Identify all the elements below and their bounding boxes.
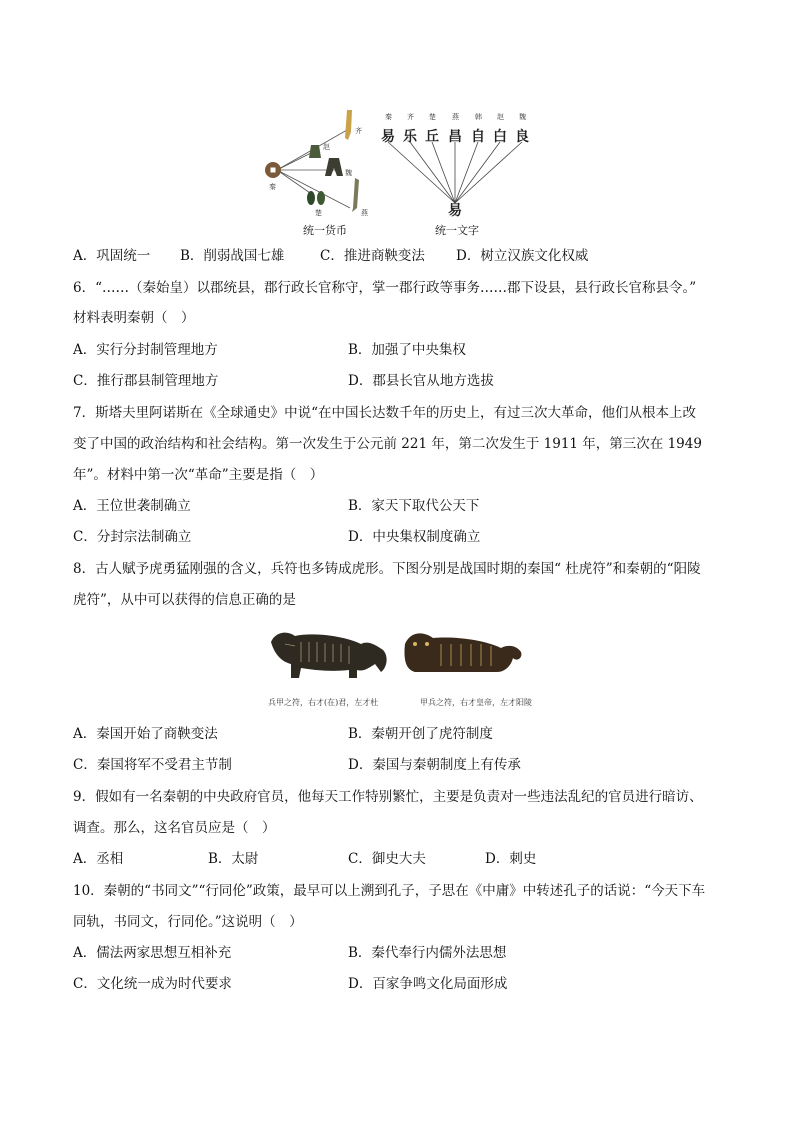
knife-coin-icon (345, 110, 352, 140)
q7-option-d[interactable]: D．中央集权制度确立 (348, 529, 481, 545)
state-label-chu: 楚 (315, 209, 322, 217)
q10-stem-line2: 同轨，书同文，行同伦。”这说明（ ） (73, 914, 303, 930)
state-label-yan: 燕 (361, 209, 368, 217)
yangling-tiger-tally-icon (404, 633, 521, 672)
q7-stem-line2: 变了中国的政治结构和社会结构。第一次发生于公元前 221 年，第二次发生于 1911 年，第三次在 1949 (73, 436, 702, 452)
q6-option-d[interactable]: D．郡县长官从地方选拔 (348, 373, 494, 389)
q6-option-a[interactable]: A．实行分封制管理地方 (73, 342, 218, 358)
q9-stem-line2: 调查。那么，这名官员应是（ ） (73, 820, 276, 836)
q10-option-c[interactable]: C．文化统一成为时代要求 (73, 976, 232, 992)
q9-stem-line1: 9．假如有一名秦朝的中央政府官员，他每天工作特别繁忙，主要是负责对一些违法乱纪的官员进行暗访、 (73, 789, 703, 805)
q8-option-c[interactable]: C．秦国将军不受君主节制 (73, 757, 232, 773)
state-label-wei: 魏 (345, 169, 352, 177)
script-state-3: 燕 (452, 113, 459, 121)
script-state-2: 楚 (429, 113, 436, 121)
q6-stem-line2: 材料表明秦朝（ ） (73, 310, 195, 326)
script-state-1: 齐 (407, 113, 414, 121)
script-glyph-0: 易 (381, 129, 395, 145)
currency-diagram (255, 100, 385, 225)
du-tiger-tally-icon (271, 633, 387, 678)
q8-stem-line2: 虎符”，从中可以获得的信息正确的是 (73, 592, 296, 608)
script-glyph-6: 良 (515, 129, 529, 145)
spade-coin-icon (309, 145, 321, 158)
q8-option-d[interactable]: D．秦国与秦朝制度上有传承 (348, 757, 521, 773)
q6-option-b[interactable]: B．加强了中央集权 (348, 342, 466, 358)
q6-option-c[interactable]: C．推行郡县制管理地方 (73, 373, 219, 389)
state-label-qi: 齐 (355, 127, 362, 135)
q9-option-a[interactable]: A．丞相 (73, 851, 124, 867)
script-glyph-4: 自 (471, 129, 485, 145)
currency-caption: 统一货币 (303, 224, 347, 237)
q5-option-c[interactable]: C．推进商鞅变法 (320, 248, 425, 264)
q5-option-d[interactable]: D．树立汉族文化权威 (456, 248, 589, 264)
q7-stem-line3: 年”。材料中第一次“革命”主要是指（ ） (73, 467, 324, 483)
script-glyph-3: 昌 (448, 129, 462, 145)
q5-option-b[interactable]: B．削弱战国七雄 (180, 248, 285, 264)
q9-option-c[interactable]: C．御史大夫 (348, 851, 426, 867)
q6-stem-line1: 6．“……（秦始皇）以郡统县，郡行政长官称守，掌一郡行政等事务……郡下设县，县行政长官称县令。” (73, 280, 697, 296)
script-glyph-1: 乐 (403, 129, 417, 145)
du-tally-caption: 兵甲之符，右才(在)君，左才杜 (268, 698, 379, 707)
state-label-zhao: 赵 (323, 143, 330, 151)
q8-option-a[interactable]: A．秦国开始了商鞅变法 (73, 726, 218, 742)
q8-option-b[interactable]: B．秦朝开创了虎符制度 (348, 726, 493, 742)
q10-stem-line1: 10．秦朝的“书同文”“行同伦”政策，最早可以上溯到孔子，子思在《中庸》中转述孔子的话说：“今天下车 (73, 883, 706, 899)
q10-option-a[interactable]: A．儒法两家思想互相补充 (73, 945, 232, 961)
q9-option-b[interactable]: B．太尉 (208, 851, 259, 867)
script-state-0: 秦 (385, 113, 392, 121)
tiger-tally-images (265, 622, 527, 692)
script-state-6: 魏 (519, 113, 526, 121)
script-glyph-2: 丘 (425, 129, 439, 145)
q7-stem-line1: 7．斯塔夫里阿诺斯在《全球通史》中说“在中国长达数千年的历史上，有过三次大革命，他们从根本上改 (73, 405, 696, 421)
script-caption: 统一文字 (435, 224, 479, 237)
script-state-5: 赵 (497, 113, 504, 121)
q8-stem-line1: 8．古人赋予虎勇猛刚强的含义，兵符也多铸成虎形。下图分别是战国时期的秦国“ 杜虎符”和秦朝的“阳陵 (73, 561, 701, 577)
q10-option-d[interactable]: D．百家争鸣文化局面形成 (348, 976, 508, 992)
yangling-tally-caption: 甲兵之符，右才皇帝，左才阳陵 (420, 698, 532, 707)
q7-option-b[interactable]: B．家天下取代公天下 (348, 498, 480, 514)
q7-option-c[interactable]: C．分封宗法制确立 (73, 529, 192, 545)
q7-option-a[interactable]: A．王位世袭制确立 (73, 498, 191, 514)
figure-currency-script (255, 100, 545, 240)
q5-option-a[interactable]: A．巩固统一 (73, 248, 151, 264)
script-state-4: 韩 (475, 113, 482, 121)
script-glyph-5: 白 (493, 129, 507, 145)
unified-glyph: 易 (448, 203, 462, 219)
q9-option-d[interactable]: D．刺史 (485, 851, 537, 867)
state-label-qin: 秦 (269, 183, 276, 191)
q10-option-b[interactable]: B．秦代奉行内儒外法思想 (348, 945, 507, 961)
